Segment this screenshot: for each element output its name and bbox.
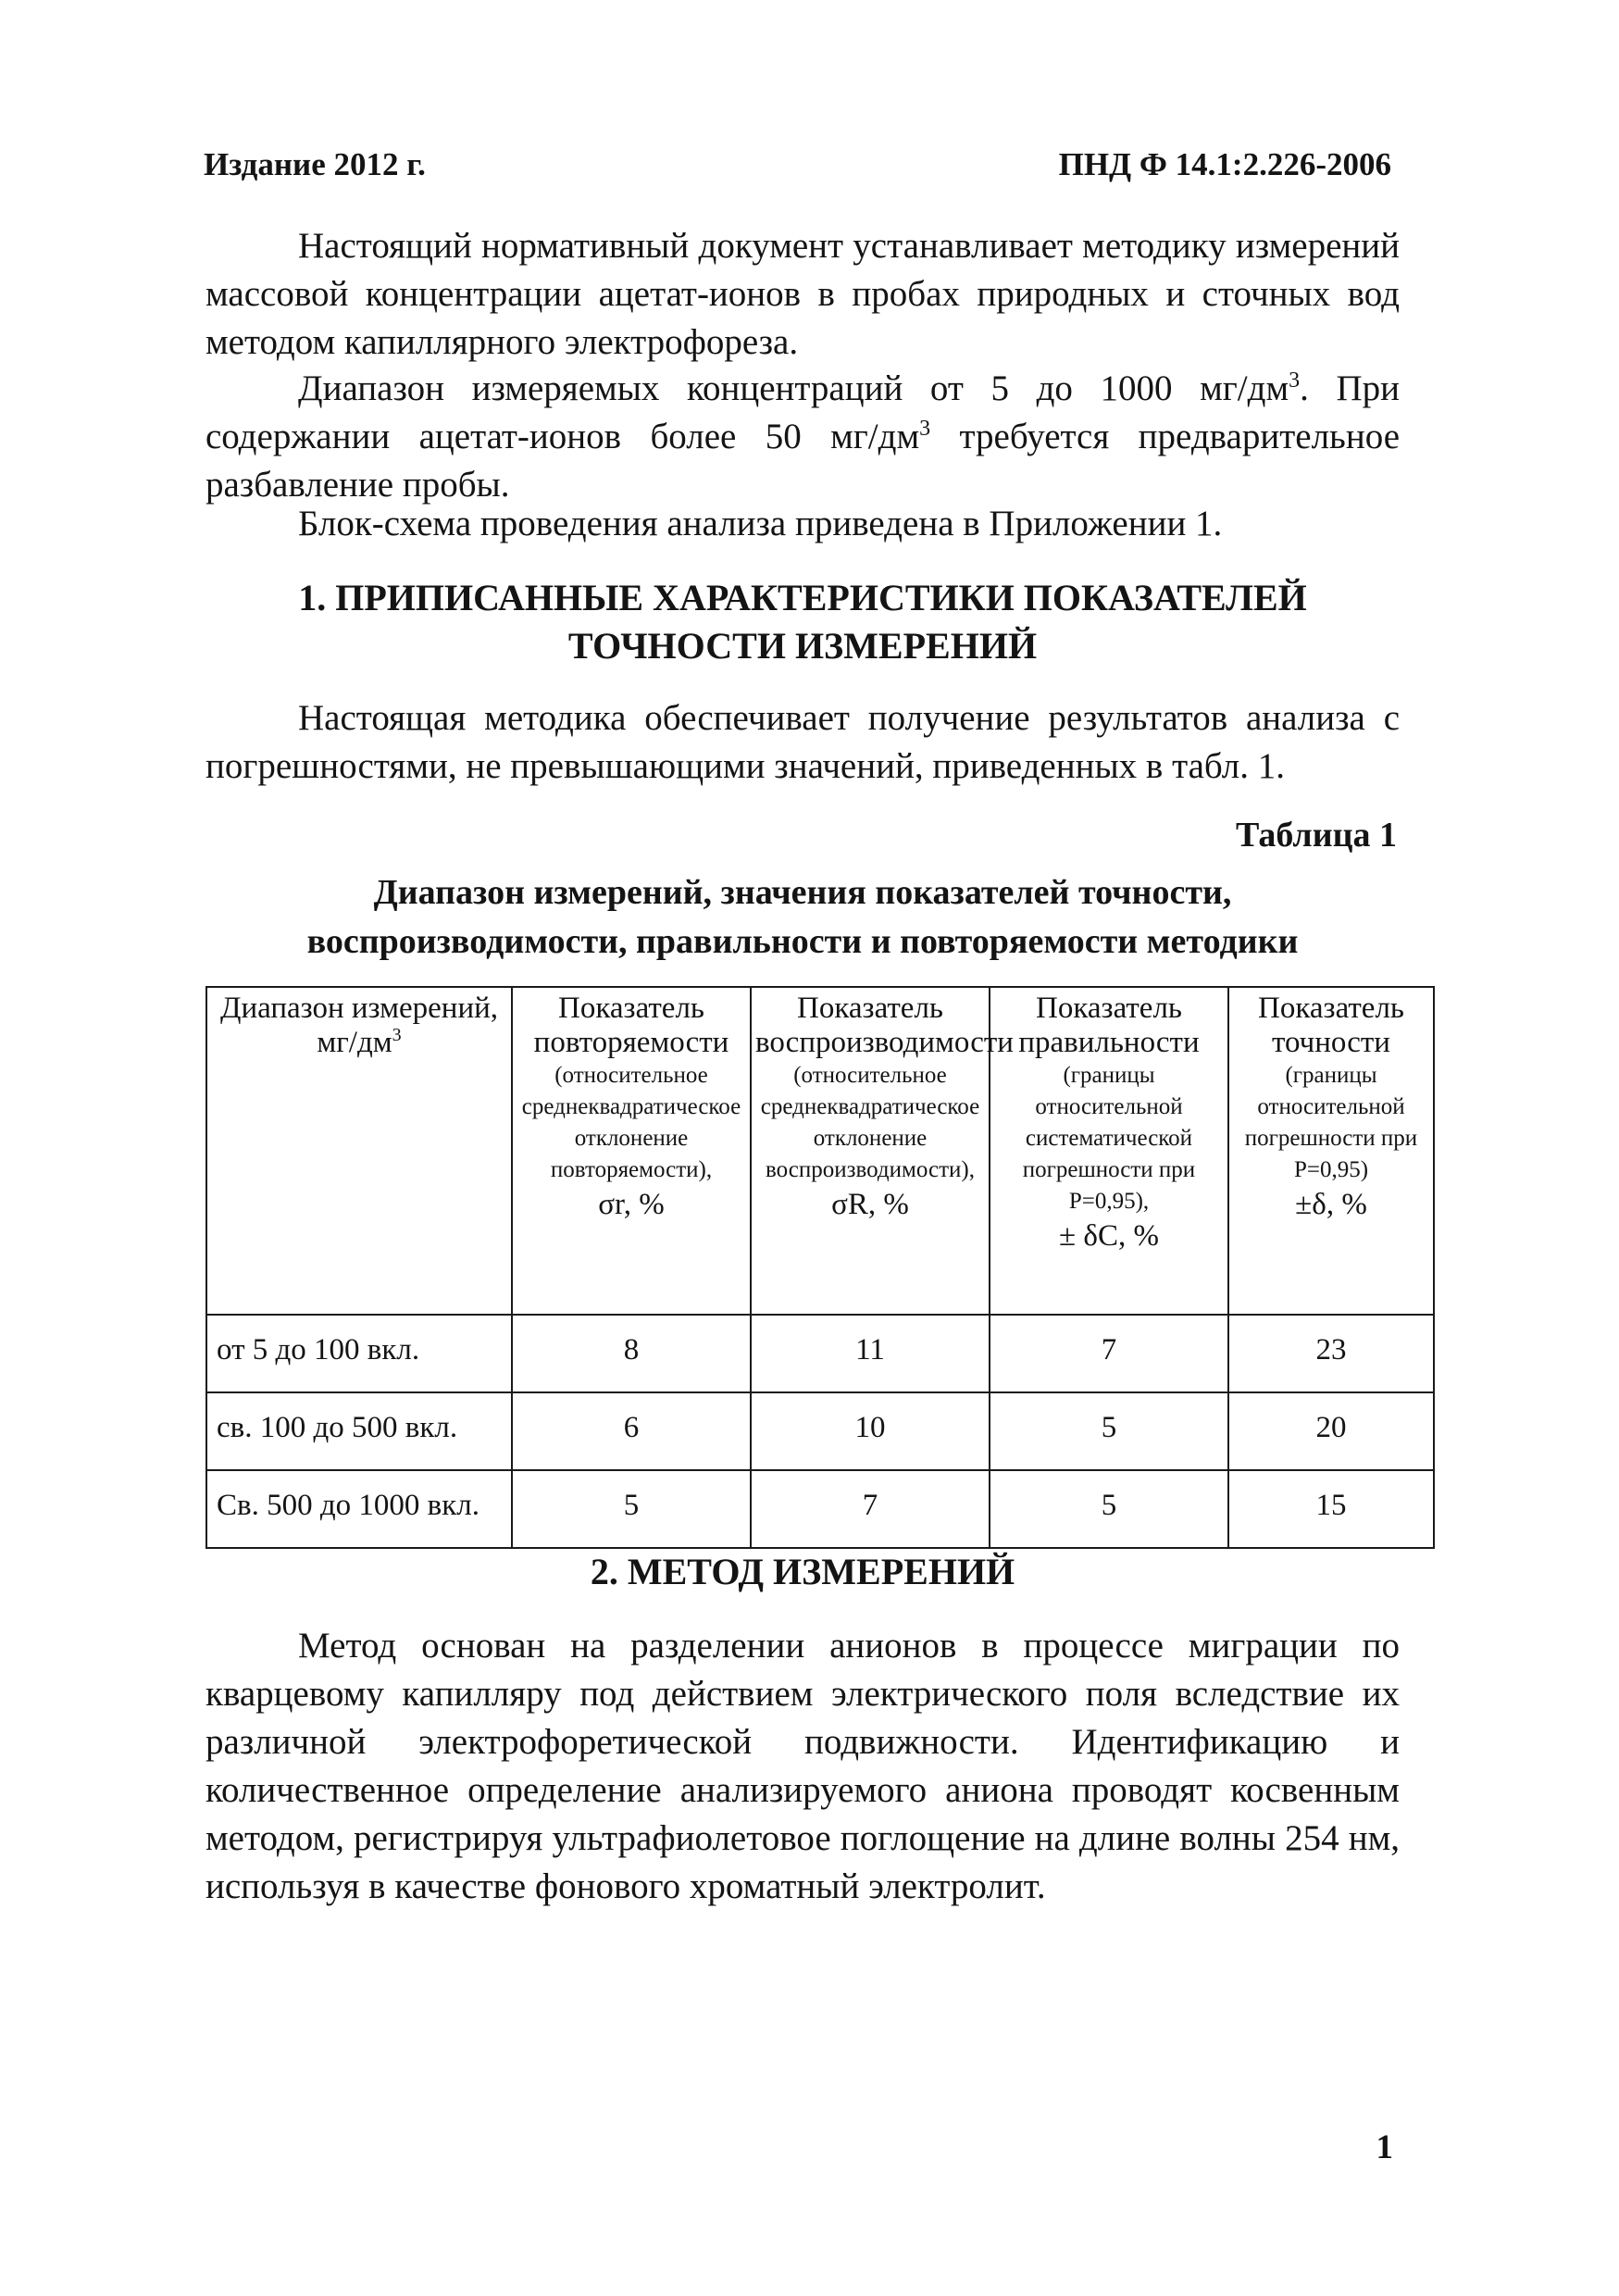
header-repeatability-label: Показатель повторяемости (533, 992, 729, 1059)
cell-reproducibility: 10 (751, 1392, 990, 1470)
header-correctness-symbol: ± δC, % (1059, 1219, 1159, 1253)
table-row (206, 1392, 1434, 1470)
header-repeatability-symbol: σr, % (598, 1188, 665, 1221)
section-2-paragraph: Метод основан на разделении анионов в процессе миграции по кварцевому капилляру под действием электрического поля вследствие их различной электрофоретической подвижности. Идентификацию и количественное определение анализируемого аниона проводят косвенным методом, регистрируя ультрафиолетовое поглощение на длине волны 254 нм, используя в качестве фонового хроматный электролит. (205, 1626, 1400, 1906)
header-range-exponent: 3 (392, 1025, 402, 1045)
header-correctness-label: Показатель правильности (1018, 992, 1200, 1059)
header-accuracy-label: Показатель точности (1258, 992, 1404, 1059)
p2-part-b: . При содержании ацетат-ионов более 50 мг/дм (205, 368, 1400, 456)
header-range (206, 987, 512, 1315)
cell-accuracy: 20 (1228, 1392, 1434, 1470)
header-reproducibility-label: Показатель воспроизводимости (755, 992, 1014, 1059)
p2-exponent-2: 3 (919, 417, 931, 441)
table-caption (205, 868, 1400, 967)
section-1-paragraph: Настоящая методика обеспечивает получение результатов анализа с погрешностями, не превышающими значений, приведенных в табл. 1. (205, 698, 1400, 786)
cell-repeatability: 8 (512, 1315, 751, 1392)
cell-repeatability: 5 (512, 1470, 751, 1548)
cell-range: св. 100 до 500 вкл. (206, 1392, 512, 1470)
table-label: Таблица 1 (1235, 816, 1397, 855)
table-row (206, 1315, 1434, 1392)
page-number: 1 (1376, 2128, 1393, 2166)
cell-range: от 5 до 100 вкл. (206, 1315, 512, 1392)
header-accuracy (1228, 987, 1434, 1315)
cell-correctness: 7 (990, 1315, 1228, 1392)
section-1-title-line-1: 1. ПРИПИСАННЫЕ ХАРАКТЕРИСТИКИ ПОКАЗАТЕЛЕЙ (298, 577, 1307, 618)
header-reproducibility-symbol: σR, % (831, 1188, 909, 1221)
header-correctness-note: (границы относительной систематической погрешности при Р=0,95), (1022, 1063, 1196, 1214)
section-1-title-line-2: ТОЧНОСТИ ИЗМЕРЕНИЙ (567, 625, 1038, 667)
cell-reproducibility: 11 (751, 1315, 990, 1392)
header-accuracy-symbol: ±δ, % (1295, 1188, 1367, 1221)
table-header-row (206, 987, 1434, 1315)
header-range-text (211, 992, 507, 1060)
table-row (206, 1470, 1434, 1548)
p2-part-c: требуется предварительное разбавление пробы. (205, 417, 1401, 505)
table-caption-line-2: воспроизводимости, правильности и повторяемости методики (306, 922, 1299, 961)
intro-paragraph-1: Настоящий нормативный документ устанавливает методику измерений массовой концентрации ацетат-ионов в пробах природных и сточных вод методом капиллярного электрофореза. (205, 226, 1400, 362)
accuracy-table (205, 986, 1435, 1549)
table-caption-line-1: Диапазон измерений, значения показателей точности, (373, 873, 1232, 912)
p2-part-a: Диапазон измеряемых концентраций от 5 до 1000 мг/дм (298, 368, 1289, 408)
header-range-label: Диапазон измерений, мг/дм (219, 992, 499, 1059)
cell-accuracy: 15 (1228, 1470, 1434, 1548)
p2-exponent-1: 3 (1289, 368, 1301, 393)
cell-correctness: 5 (990, 1392, 1228, 1470)
header-repeatability (512, 987, 751, 1315)
section-1-title (205, 574, 1400, 670)
cell-range: Св. 500 до 1000 вкл. (206, 1470, 512, 1548)
document-code: ПНД Ф 14.1:2.226-2006 (1058, 146, 1391, 182)
cell-correctness: 5 (990, 1470, 1228, 1548)
header-repeatability-note: (относительное среднеквадратическое отклонение повторяемости), (521, 1063, 741, 1182)
section-2-title: 2. МЕТОД ИЗМЕРЕНИЙ (590, 1551, 1015, 1592)
header-correctness (990, 987, 1228, 1315)
header-reproducibility-note: (относительное среднеквадратическое отклонение воспроизводимости), (760, 1063, 980, 1182)
cell-reproducibility: 7 (751, 1470, 990, 1548)
intro-paragraph-3: Блок-схема проведения анализа приведена в Приложении 1. (298, 504, 1223, 543)
header-accuracy-note: (границы относительной погрешности при Р=0,95) (1244, 1063, 1418, 1182)
cell-repeatability: 6 (512, 1392, 751, 1470)
header-reproducibility (751, 987, 1014, 1315)
edition-label: Издание 2012 г. (204, 146, 426, 182)
intro-paragraph-2 (205, 365, 1400, 509)
cell-accuracy: 23 (1228, 1315, 1434, 1392)
